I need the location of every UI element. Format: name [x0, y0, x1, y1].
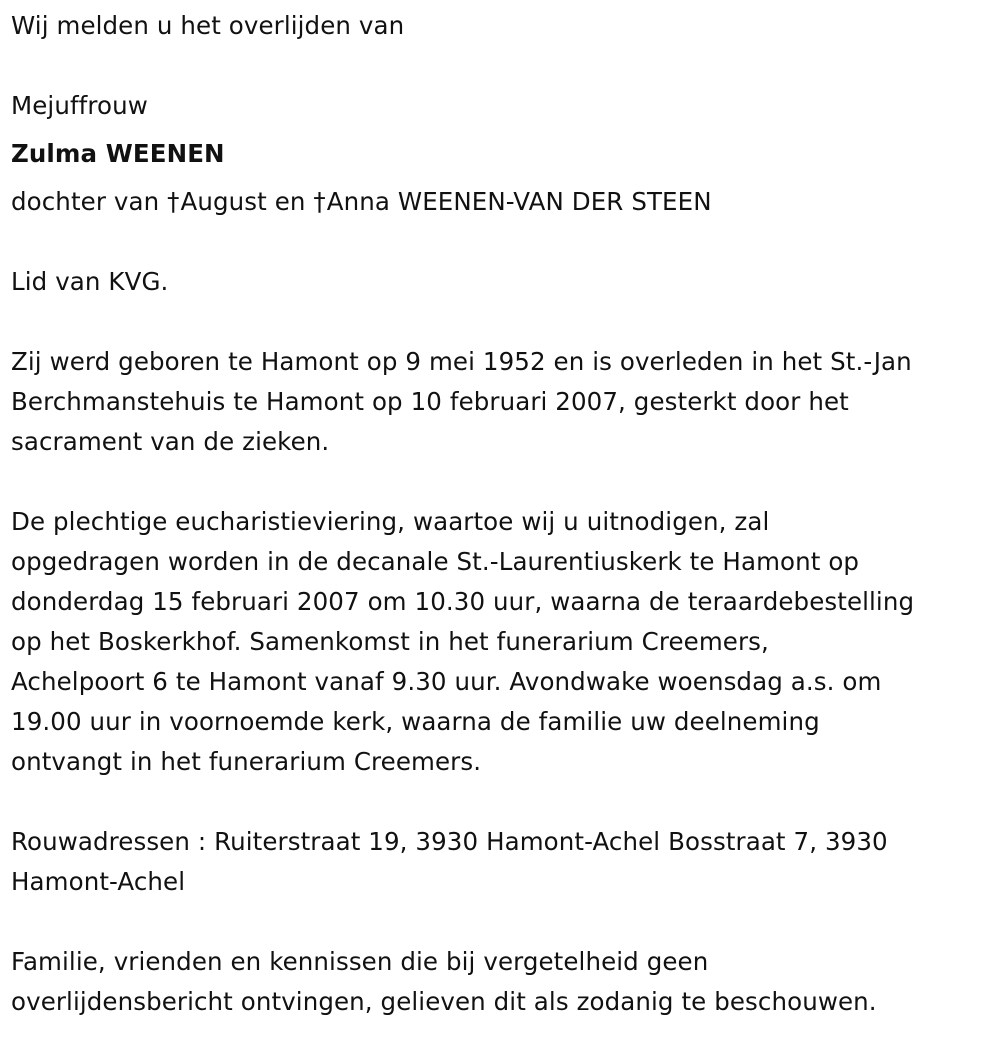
- spacer: [11, 302, 991, 342]
- spacer: [11, 126, 991, 134]
- spacer: [11, 46, 991, 86]
- ceremony-line: 19.00 uur in voornoemde kerk, waarna de familie uw deelneming: [11, 707, 820, 736]
- addresses-paragraph: [11, 822, 991, 902]
- intro-line: Wij melden u het overlijden van: [11, 11, 405, 40]
- parents-prefix: dochter van: [11, 187, 168, 216]
- ceremony-line: op het Boskerkhof. Samenkomst in het funerarium Creemers,: [11, 627, 769, 656]
- closing-line: Familie, vrienden en kennissen die bij vergetelheid geen: [11, 947, 709, 976]
- birth-death-paragraph: [11, 342, 991, 462]
- title-line: Mejuffrouw: [11, 91, 148, 120]
- spacer: [11, 782, 991, 822]
- closing-paragraph: [11, 942, 991, 1022]
- spacer: [11, 174, 991, 182]
- obituary-text: [11, 6, 991, 1022]
- spacer: [11, 222, 991, 262]
- ceremony-line: De plechtige eucharistieviering, waartoe wij u uitnodigen, zal: [11, 507, 770, 536]
- closing-line: overlijdensbericht ontvingen, gelieven dit als zodanig te beschouwen.: [11, 987, 877, 1016]
- ceremony-line: Achelpoort 6 te Hamont vanaf 9.30 uur. Avondwake woensdag a.s. om: [11, 667, 882, 696]
- spacer: [11, 462, 991, 502]
- address-line: Hamont-Achel: [11, 867, 186, 896]
- address-line: Rouwadressen : Ruiterstraat 19, 3930 Hamont-Achel Bosstraat 7, 3930: [11, 827, 888, 856]
- birth-death-line: Zij werd geboren te Hamont op 9 mei 1952 en is overleden in het St.-Jan: [11, 347, 912, 376]
- ceremony-line: ontvangt in het funerarium Creemers.: [11, 747, 482, 776]
- cross-icon: †: [167, 187, 180, 216]
- membership-line: Lid van KVG.: [11, 267, 169, 296]
- ceremony-paragraph: [11, 502, 991, 782]
- parents-line: [11, 182, 991, 222]
- ceremony-line: donderdag 15 februari 2007 om 10.30 uur, waarna de teraardebestelling: [11, 587, 915, 616]
- spacer: [11, 902, 991, 942]
- deceased-name: Zulma WEENEN: [11, 139, 225, 168]
- father-name: August: [180, 187, 267, 216]
- parents-conjunction: en: [266, 187, 314, 216]
- mother-name: Anna WEENEN-VAN DER STEEN: [326, 187, 712, 216]
- cross-icon: †: [313, 187, 326, 216]
- ceremony-line: opgedragen worden in de decanale St.-Laurentiuskerk te Hamont op: [11, 547, 860, 576]
- birth-death-line: Berchmanstehuis te Hamont op 10 februari 2007, gesterkt door het: [11, 387, 849, 416]
- birth-death-line: sacrament van de zieken.: [11, 427, 330, 456]
